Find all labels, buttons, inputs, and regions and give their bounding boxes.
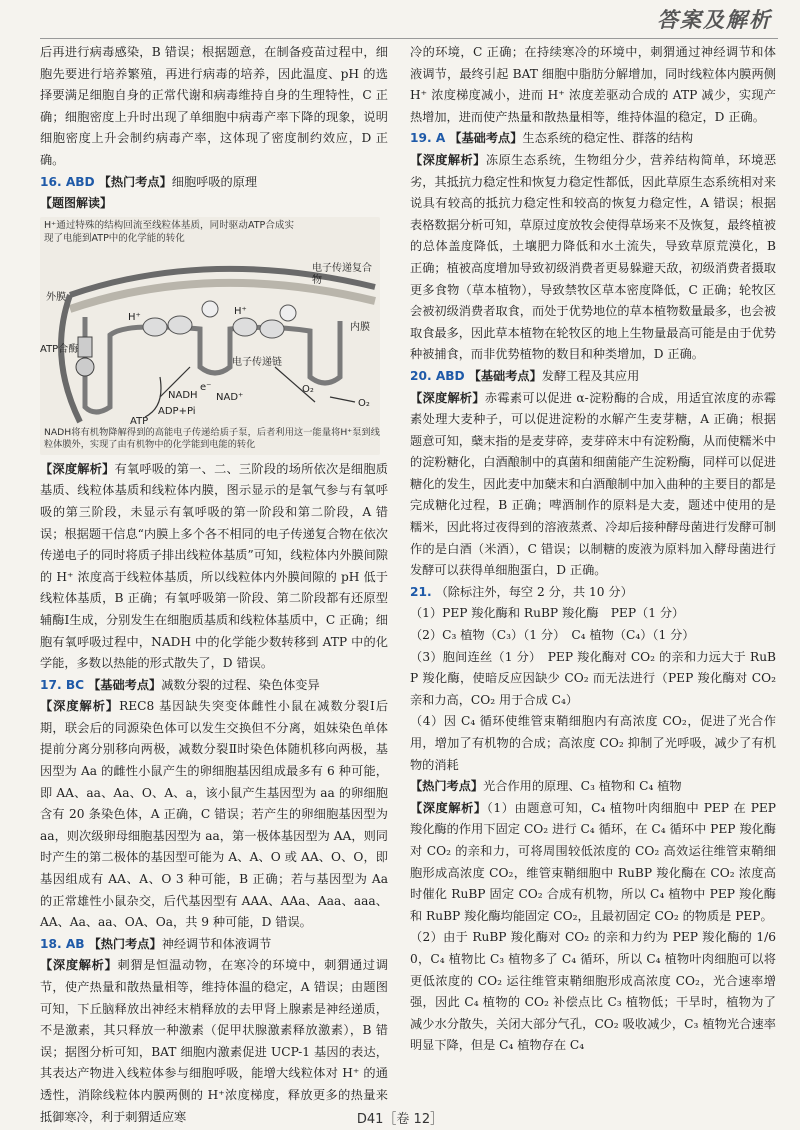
- q16-topic: 细胞呼吸的原理: [171, 174, 258, 189]
- q20-heading: [410, 366, 776, 388]
- label-electron-transport-chain: 电子传递链: [232, 356, 282, 368]
- q18-topic: 神经调节和体液调节: [161, 936, 272, 951]
- q21-tag: 【热门考点】: [410, 779, 484, 794]
- q18-analysis: [40, 955, 388, 1128]
- q20-tag: 【基础考点】: [468, 368, 542, 383]
- right-column: [410, 42, 776, 1057]
- q19-analysis-label: 【深度解析】: [410, 152, 486, 167]
- page-number: D41［卷 12］: [356, 1112, 444, 1127]
- q16-heading: [40, 172, 388, 194]
- label-o2-a: O₂: [302, 383, 314, 395]
- q18-number: 18. AB: [40, 936, 85, 951]
- q16-analysis-label: 【深度解析】: [40, 461, 115, 476]
- q21-analysis-1: [410, 798, 776, 928]
- page-header-title: 答案及解析: [657, 8, 772, 32]
- q16-number: 16. ABD: [40, 174, 95, 189]
- q19-heading: [410, 128, 776, 150]
- q16-figure-heading: 【题图解读】: [40, 196, 113, 211]
- q21-analysis-2: （2）由于 RuBP 羧化酶对 CO₂ 的亲和力约为 PEP 羧化酶的 1/60，C₄ 植物比 C₃ 植物多了 C₄ 循环，所以 C₄ 植物叶肉细胞可以将更低浓度的 CO₂ 运往维管束鞘细胞形成高浓度 CO₂，光合速率增强，因此 C₄ 植物的 CO₂ 补偿点比 C₃ 植物低；干旱时，植物为了减少水分散失，关闭大部分气孔，CO₂ 吸收减少，C₃ 植物光合速率明显下降，但是 C₄ 植物存在 C₄: [410, 930, 776, 1053]
- q20-analysis-label: 【深度解析】: [410, 390, 485, 405]
- q17-tag: 【基础考点】: [88, 677, 162, 692]
- q19-analysis-text: 冻原生态系统，生物组分少，营养结构简单，环境恶劣，其抵抗力稳定性和恢复力稳定性都低，因此草原生态系统相对来说具有较高的抵抗力稳定性和较高的恢复力稳定性，A 错误；根据表格数据分析可知，草原过度放牧会使得草场来不及恢复，最终植被的总体盖度降低，土壤肥力降低和水土流失，导致草原荒漠化，B 正确；植被高度增加导致初级消费者更易躲避天敌，初级消费者摄取更多食物（草本植物），导致禁牧区草本密度降低，C 正确；轮牧区会被初级消费者取食，而处于优势地位的草本植物数量最多，也会被取食最多，因此草本植物在轮牧区的地上生物量最高可能是由于优势种被捕食，而非优势植物的数目和种类增加，D 正确。: [410, 152, 777, 362]
- q20-number: 20. ABD: [410, 368, 465, 383]
- mitochondria-drawing: [40, 217, 380, 455]
- q21-topic: 光合作用的原理、C₃ 植物和 C₄ 植物: [483, 779, 682, 794]
- left-column: [40, 42, 388, 1128]
- label-nadh: NADH: [168, 389, 198, 401]
- label-hplus-2: H⁺: [234, 305, 247, 317]
- mitochondria-diagram: [40, 217, 380, 455]
- q17-topic: 减数分裂的过程、染色体变异: [161, 677, 320, 692]
- figure-note-top: H⁺通过特殊的结构回流至线粒体基质，同时驱动ATP合成实现了电能到ATP中的化学能的转化: [44, 219, 294, 244]
- q20-topic: 发酵工程及其应用: [541, 368, 640, 383]
- q19-number: 19. A: [410, 131, 446, 146]
- q21-answer-3: （3）胞间连丝（1 分） PEP 羧化酶对 CO₂ 的亲和力远大于 RuBP 羧化酶，使暗反应因缺少 CO₂ 而无法进行（PEP 羧化酶对 CO₂ 亲和力高，CO₂ 用于合成 C₄）: [410, 649, 776, 707]
- q18-analysis-label: 【深度解析】: [40, 958, 118, 973]
- q19-analysis: [410, 150, 776, 366]
- header-divider: [40, 38, 778, 39]
- label-outer-membrane: 外膜: [46, 291, 66, 303]
- label-atp-synthase: ATP合酶: [40, 343, 79, 355]
- q16-analysis: [40, 459, 388, 675]
- label-adp-pi: ADP+Pi: [158, 405, 196, 417]
- figure-note-bottom: NADH将有机物降解得到的高能电子传递给质子泵，后者利用这一能量将H⁺泵到线粒体膜外，实现了由有机物中的化学能到电能的转化: [44, 426, 380, 451]
- q18-tag: 【热门考点】: [88, 936, 162, 951]
- q17-heading: [40, 675, 388, 697]
- q15-continuation: 后再进行病毒感染，B 错误；根据题意，在制备疫苗过程中，细胞先要进行培养繁殖，再进行病毒的培养，因此温度、pH 的选择要满足细胞自身的正常代谢和病毒维持自身的生理特性，C 正确；细胞密度上升时出现了单细胞中病毒产率下降的现象，说明细胞密度上升会制约病毒产率，这体现了密度制约效应，D 正确。: [40, 45, 388, 167]
- q19-topic: 生态系统的稳定性、群落的结构: [522, 131, 694, 146]
- q18-continuation: 冷的环境，C 正确；在持续寒冷的环境中，刺猬通过神经调节和体液调节，最终引起 BAT 细胞中脂肪分解增加，同时线粒体内膜两侧 H⁺ 浓度梯度减小，进而 H⁺ 浓度差驱动合成的 ATP 减少，实现产热增加，进而使产热量和散热量相等，维持体温的稳定，D 正确。: [410, 45, 776, 124]
- q20-analysis-text: 赤霉素可以促进 α-淀粉酶的合成，用适宜浓度的赤霉素处理大麦种子，可以促进淀粉的水解产生麦芽糖，A 正确；根据题意可知，蘖末指的是麦芽碎，麦芽碎末中有淀粉酶，从而使糯米中的淀粉糖化，白酒酿制中的真菌和细菌能产生淀粉酶，同样可以促进糖化的发生，因此麦中加蘖末和白酒酿制中加入曲种的主要目的都是完成糖化过程，B 正确；啤酒制作的原料是大麦，题述中使用的是糯米，因此将过夜得到的溶液蒸煮、冷却后接种酵母菌进行发酵可制作的是白酒（米酒），C 错误；以制糖的废液为原料加入酵母菌进行发酵可以获得单细胞蛋白，D 正确。: [410, 390, 776, 578]
- q17-analysis: [40, 696, 388, 934]
- q16-tag: 【热门考点】: [98, 174, 172, 189]
- q21-tag-line: [410, 776, 776, 798]
- q19-tag: 【基础考点】: [449, 131, 523, 146]
- q17-analysis-label: 【深度解析】: [40, 699, 120, 714]
- q21-answer-1: （1）PEP 羧化酶和 RuBP 羧化酶 PEP（1 分）: [410, 606, 685, 621]
- label-hplus-1: H⁺: [128, 311, 141, 323]
- label-o2-b: O₂: [358, 397, 370, 409]
- q21-analysis-text-1: （1）由题意可知，C₄ 植物叶肉细胞中 PEP 在 PEP 羧化酶的作用下固定 CO₂ 进行 C₄ 循环，在 C₄ 循环中 PEP 羧化酶对 CO₂ 的亲和力，可将周围较低浓度的 CO₂ 高效运往维管束鞘细胞形成高浓度 CO₂，维管束鞘细胞中 RuBP 羧化酶在 CO₂ 浓度高时催化 RuBP 固定 CO₂ 合成有机物，所以 C₄ 植物中 PEP 羧化酶和 RuBP 羧化酶均能固定 CO₂，且最初固定 CO₂ 的物质是 PEP。: [410, 800, 776, 923]
- label-electron-transfer-complex: 电子传递复合物: [312, 262, 372, 286]
- q16-analysis-text: 有氧呼吸的第一、二、三阶段的场所依次是细胞质基质、线粒体基质和线粒体内膜，图示显示的是氧气参与有氧呼吸的第三阶段，未显示有氧呼吸的第一阶段和第二阶段，A 错误；根据题干信息“内膜上多个各不相同的电子传递复合物在依次传递电子的同时将质子排出线粒体基质”可知，线粒体内外膜间隙的 H⁺ 浓度高于线粒体基质，所以线粒体内外膜间隙的 pH 低于线粒体基质，B 正确；有氧呼吸第一阶段、第二阶段都有还原型辅酶Ⅰ生成，分别发生在细胞质基质和线粒体基质中，C 正确；细胞有氧呼吸过程中，NADH 中的化学能少数转移到 ATP 中的化学能，多数以热能的形式散失了，D 错误。: [40, 461, 388, 671]
- q20-analysis: [410, 388, 776, 582]
- q21-number: 21.: [410, 584, 432, 599]
- label-inner-membrane: 内膜: [350, 321, 370, 333]
- q21-answer-4: （4）因 C₄ 循环使维管束鞘细胞内有高浓度 CO₂，促进了光合作用，增加了有机物的合成；高浓度 CO₂ 抑制了光呼吸，减少了有机物的消耗: [410, 714, 776, 772]
- label-electron: e⁻: [200, 381, 212, 393]
- label-nad: NAD⁺: [216, 391, 244, 403]
- q21-heading: [410, 582, 776, 604]
- q21-scoring-note: （除标注外，每空 2 分，共 10 分）: [435, 584, 633, 599]
- q21-answer-2: （2）C₃ 植物（C₃）（1 分） C₄ 植物（C₄）（1 分）: [410, 628, 695, 643]
- label-atp: ATP: [130, 415, 149, 427]
- q18-heading: [40, 934, 388, 956]
- q17-number: 17. BC: [40, 677, 85, 692]
- q17-analysis-text: REC8 基因缺失突变体雌性小鼠在减数分裂Ⅰ后期，联会后的同源染色体可以发生交换但不分离，姐妹染色单体提前分离分别移向两极，减数分裂Ⅱ时染色体随机移向两极，基因型为 Aa 的雌性小鼠产生的卵细胞基因组成最多有 6 种可能，即 AA、aa、Aa、O、A、a，该小鼠产生基因型为 aa 的卵细胞含有 20 条染色体，A 正确，C 错误；若产生的卵细胞基因型为 aa，则次级卵母细胞基因型为 aa，第一极体基因型为 AA，则同时产生的第二极体的基因型可能为 A、A、O 或 AA、O、O，即基因组成有 AA、A、O 3 种可能，B 正确；若与基因型为 Aa 的正常雄性小鼠杂交，后代基因型有 AAA、AAa、Aaa、aaa、AA、Aa、aa、OA、Oa，共 9 种可能，D 错误。: [40, 699, 389, 930]
- q18-analysis-text: 刺猬是恒温动物，在寒冷的环境中，刺猬通过调节，使产热量和散热量相等，维持体温的稳定，A 错误；由题图可知，下丘脑释放出神经末梢释放的去甲肾上腺素是神经递质，不是激素，其只释放一种激素（促甲状腺激素释放激素），B 错误；据图分析可知，BAT 细胞内激素促进 UCP-1 基因的表达，其表达产物进入线粒体参与细胞呼吸，能增大线粒体对 H⁺ 的通透性，消除线粒体内膜两侧的 H⁺浓度梯度，释放更多的热量来抵御寒冷，利于刺猬适应寒: [40, 958, 389, 1124]
- q21-analysis-label: 【深度解析】: [410, 800, 487, 815]
